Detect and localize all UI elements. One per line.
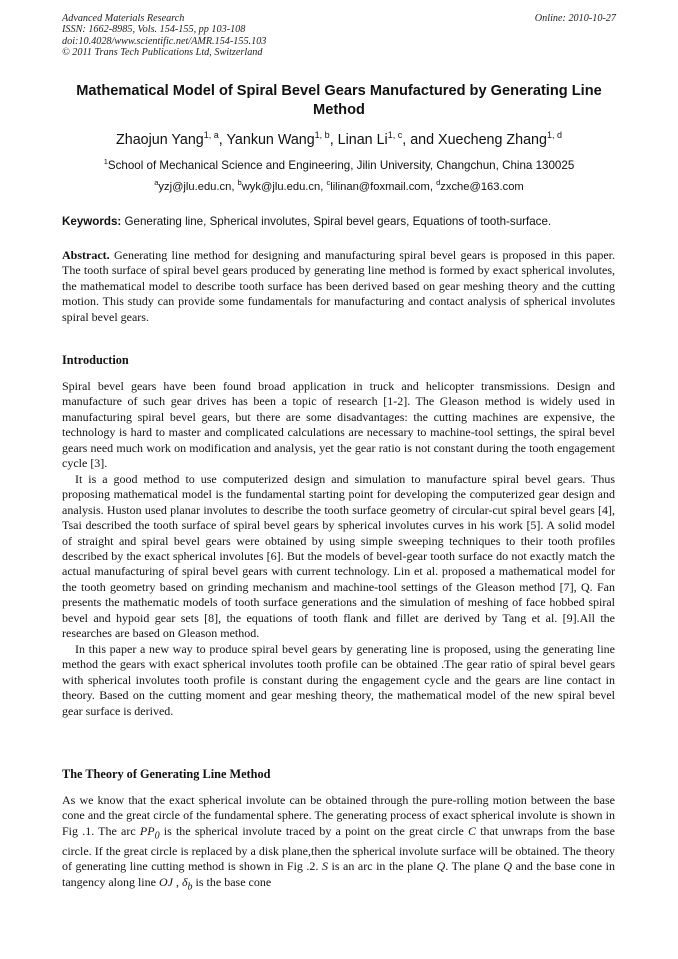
keywords-text: Generating line, Spherical involutes, Spiral bevel gears, Equations of tooth-surface. bbox=[121, 215, 552, 228]
text-run: that unwraps from the base circle. If the great circle is replaced by a disk plane,then the spherical involute surface will be obtained. The theory of generating line cutting method is shown in Fig .2. bbox=[62, 823, 615, 874]
author-marker: 1, d bbox=[546, 130, 562, 140]
author-name: Linan Li bbox=[337, 132, 388, 148]
section-heading: The Theory of Generating Line Method bbox=[62, 767, 271, 781]
journal-name: Advanced Materials Research bbox=[62, 13, 185, 24]
abstract bbox=[62, 248, 615, 325]
keywords-label: Keywords: bbox=[62, 215, 122, 228]
paragraph: Spiral bevel gears have been found broad application in truck and helicopter transmissions. Design and manufacture of such gear drives has been a topic of research [1-2]. The Gleason method is widely used in manufacturing spiral bevel gears, but there are some disadvantages: the cutting machines are expensive, the technology is hard to master and complicated calculations are necessary to machine-tool settings, the spiral bevel gears need much work on modification and analysis, yet the gear ratio is not constant during the tooth engagement cycle [3]. bbox=[62, 379, 615, 471]
author-name: Zhaojun Yang bbox=[116, 132, 204, 148]
text-run: As we know that the exact spherical involute can be obtained through the pure-rolling motion between the base cone and the great circle of the fundamental sphere. The generating process of exact spherical involute is shown in Fig .1. The arc bbox=[62, 793, 615, 838]
email-marker: d bbox=[436, 178, 441, 187]
text-run: , bbox=[172, 874, 182, 889]
math-text: δ bbox=[181, 874, 188, 889]
text-run: is the base cone bbox=[192, 874, 272, 889]
author-separator: , bbox=[218, 132, 227, 148]
math-symbol: S bbox=[321, 859, 328, 874]
email-address[interactable]: lilinan@foxmail.com, bbox=[330, 181, 437, 193]
paragraph bbox=[62, 793, 615, 895]
author-marker: 1, b bbox=[314, 130, 330, 140]
math-symbol: C bbox=[468, 823, 477, 838]
theory-section bbox=[62, 767, 615, 895]
affiliation-marker: 1 bbox=[103, 157, 108, 166]
paper-title: Mathematical Model of Spiral Bevel Gears Manufactured by Generating Line Method bbox=[76, 83, 602, 118]
affiliation bbox=[62, 158, 616, 173]
abstract-label: Abstract. bbox=[62, 248, 110, 262]
math-subscript: b bbox=[187, 881, 193, 893]
email-address[interactable]: wyk@jlu.edu.cn, bbox=[241, 181, 327, 193]
math-symbol bbox=[181, 874, 193, 893]
paragraph: It is a good method to use computerized design and simulation to manufacture spiral bevel gears. Thus proposing mathematical model is the fundamental starting point for developing the computerized gear design and analysis. Huston used planar involutes to describe the tooth surface geometry of circular-cut spiral bevel gears [4], Tsai described the tooth surface of spiral bevel gears by spherical involutes curves in his work [5]. A solid model of straight and spiral bevel gears were obtained by using simple sweeping techniques to their tooth profiles described by the exact spherical involutes [6]. But the models of bevel-gear tooth surface do not exactly match the actual manufacturing of spiral bevel gears with current technology. Lin et al. proposed a mathematical model for the tooth geometry based on grinding mechanism and machine-tool settings of the Gleason method [7], Q. Fan presents the mathematic models of tooth surface generations and the simulation of meshing of face hobbed spiral bevel and hypoid gear sets [8], the equations of tooth flank and fillet are derived by Tang et al. [9].All the researches are based on Gleason method. bbox=[62, 471, 615, 641]
section-heading: Introduction bbox=[62, 353, 129, 367]
author-separator: , bbox=[329, 132, 338, 148]
math-symbol: Q bbox=[503, 859, 513, 874]
text-run: . The plane bbox=[445, 859, 504, 874]
text-run: is an arc in the plane bbox=[327, 859, 437, 874]
introduction-section bbox=[62, 353, 615, 719]
paragraph: In this paper a new way to produce spiral bevel gears by generating line is proposed, using the generating line method the gears with exact spherical involutes tooth profile can be obtained .The gear ratio of spiral bevel gears with spherical involutes tooth profile is constant during the engagement cycle and the gears are line contact in theory. Based on the cutting moment and gear meshing theory, the mathematical model of the new spiral bevel gear surface is derived. bbox=[62, 641, 615, 718]
online-date: Online: 2010-10-27 bbox=[534, 13, 616, 24]
email-address[interactable]: zxche@163.com bbox=[440, 181, 524, 193]
email-marker: b bbox=[237, 178, 242, 187]
author-list bbox=[62, 131, 616, 149]
math-text: PP bbox=[139, 823, 155, 838]
author-marker: 1, c bbox=[387, 130, 403, 140]
email-marker: a bbox=[154, 178, 159, 187]
email-address[interactable]: yzj@jlu.edu.cn, bbox=[158, 181, 238, 193]
text-run: and the base cone in tangency along line bbox=[62, 859, 615, 889]
author-separator: , and bbox=[402, 132, 439, 148]
text-run: is the spherical involute traced by a point on the great circle bbox=[159, 823, 469, 838]
author-marker: 1, a bbox=[203, 130, 219, 140]
author-name: Yankun Wang bbox=[226, 132, 315, 148]
email-list bbox=[62, 180, 616, 195]
keywords bbox=[62, 214, 616, 229]
abstract-text: Generating line method for designing and manufacturing spiral bevel gears is proposed in this paper. The tooth surface of spiral bevel gears produced by generating line method is formed by exact spherical involutes, the mathematical model to describe tooth surface has been derived based on gear meshing theory and the cutting motion. This study can provide some fundamentals for manufacturing and contact analysis of spherical involutes spiral bevel gears. bbox=[62, 248, 615, 324]
affiliation-text: School of Mechanical Science and Engineering, Jilin University, Changchun, China 130025 bbox=[107, 159, 575, 172]
math-symbol: Q bbox=[436, 859, 446, 874]
copyright-line: © 2011 Trans Tech Publications Ltd, Switzerland bbox=[62, 47, 263, 59]
doi-line[interactable]: doi:10.4028/www.scientific.net/AMR.154-155.103 bbox=[62, 35, 267, 47]
math-symbol bbox=[139, 823, 160, 842]
issn-line: ISSN: 1662-8985, Vols. 154-155, pp 103-108 bbox=[62, 24, 246, 36]
author-name: Xuecheng Zhang bbox=[438, 132, 547, 148]
email-marker: c bbox=[326, 178, 331, 187]
math-subscript: 0 bbox=[154, 830, 160, 842]
journal-header bbox=[62, 13, 616, 59]
math-symbol: OJ bbox=[158, 874, 173, 889]
